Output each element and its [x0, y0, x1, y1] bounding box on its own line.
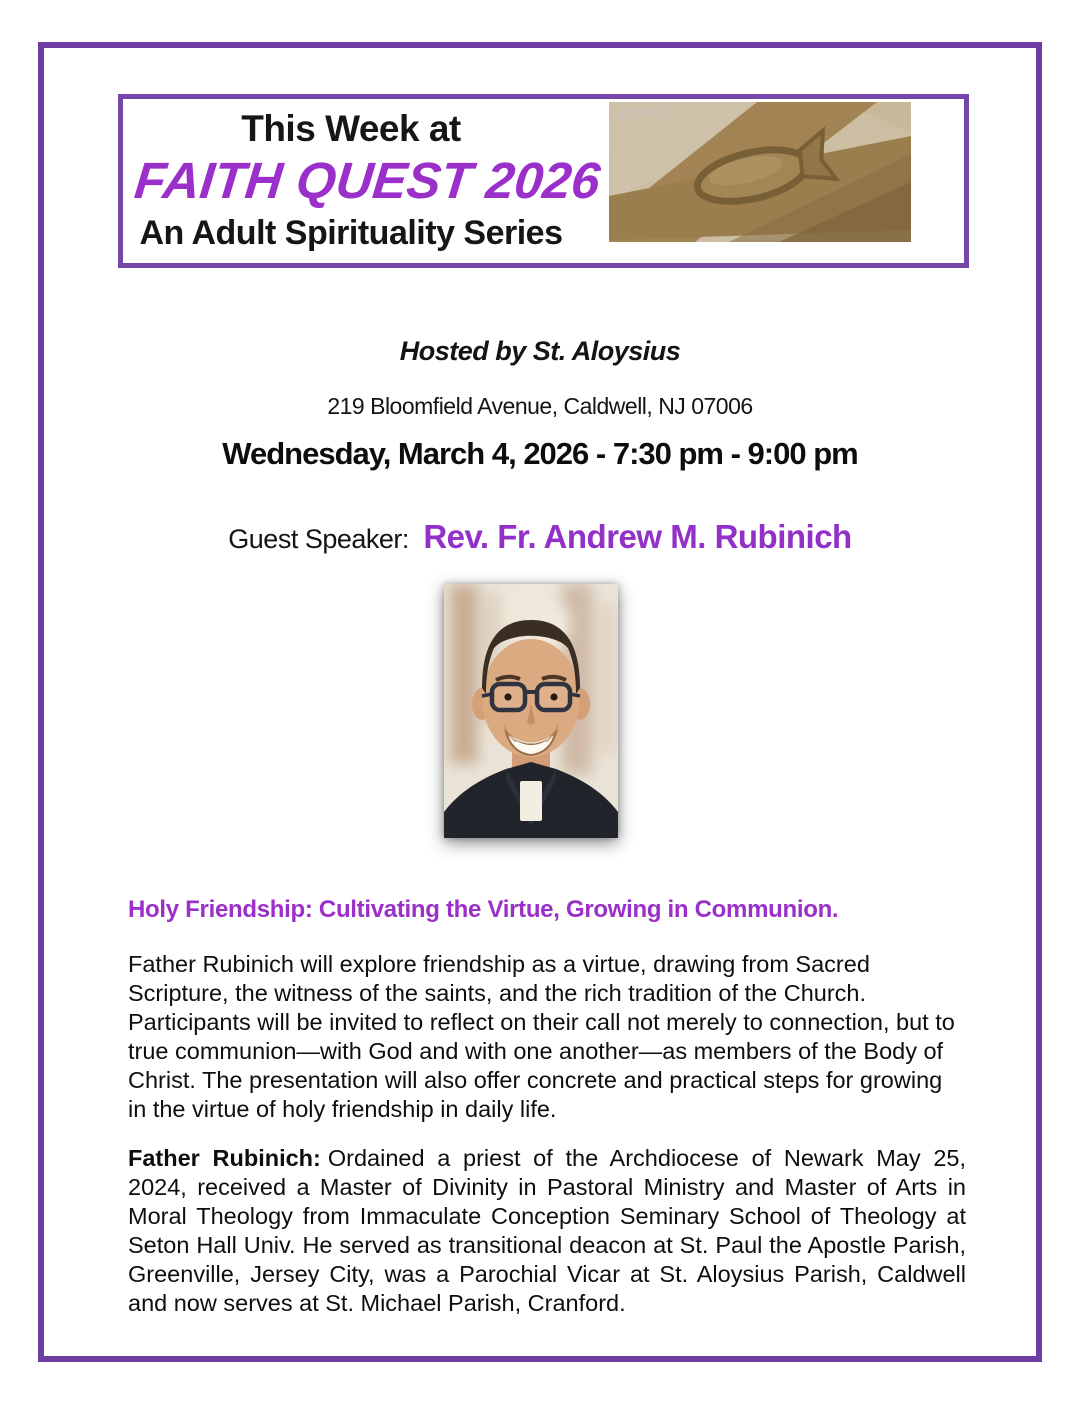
header-title: FAITH QUEST 2026: [132, 152, 603, 209]
hosted-by-line: Hosted by St. Aloysius: [399, 336, 681, 366]
photo-watermark: corbis: [617, 104, 661, 120]
talk-topic-heading: Holy Friendship: Cultivating the Virtue, Growing in Communion.: [128, 896, 839, 923]
talk-description: Father Rubinich will explore friendship as a virtue, drawing from Sacred Scripture, the witness of the saints, and the rich tradition of the Church. Participants will be invited to reflect on their call not merely to connection, but to true communion—with God and with one another—as members of the Body of Christ. The presentation will also offer concrete and practical steps for growing in the virtue of holy friendship in daily life.: [128, 951, 955, 1122]
speaker-photo-icon: [444, 584, 618, 838]
speaker-bio-text: Ordained a priest of the Archdiocese of Newark May 25, 2024, received a Master of Divinity in Pastoral Ministry and Master of Arts in Moral Theology from Immaculate Conception Seminary School of Theology at Seton Hall Univ. He served as transitional deacon at St. Paul the Apostle Parish, Greenville, Jersey City, was a Parochial Vicar at St. Aloysius Parish, Caldwell and now serves at St. Michael Parish, Cranford.: [128, 1145, 966, 1316]
header-banner: [118, 94, 969, 268]
address-line: 219 Bloomfield Avenue, Caldwell, NJ 07006: [327, 393, 753, 419]
header-subtitle: An Adult Spirituality Series: [139, 214, 563, 252]
page-border: [38, 42, 1042, 1362]
guest-speaker-line: [44, 518, 1036, 556]
guest-speaker-label: Guest Speaker:: [228, 524, 409, 554]
speaker-bio: [128, 1144, 966, 1318]
header-text-block: [132, 99, 603, 263]
guest-speaker-name: Rev. Fr. Andrew M. Rubinich: [423, 518, 852, 555]
cross-photo-icon: [609, 102, 911, 242]
header-line1: This Week at: [241, 108, 461, 149]
datetime-line: Wednesday, March 4, 2026 - 7:30 pm - 9:00 pm: [222, 436, 858, 471]
speaker-bio-label: Father Rubinich:: [128, 1145, 321, 1171]
